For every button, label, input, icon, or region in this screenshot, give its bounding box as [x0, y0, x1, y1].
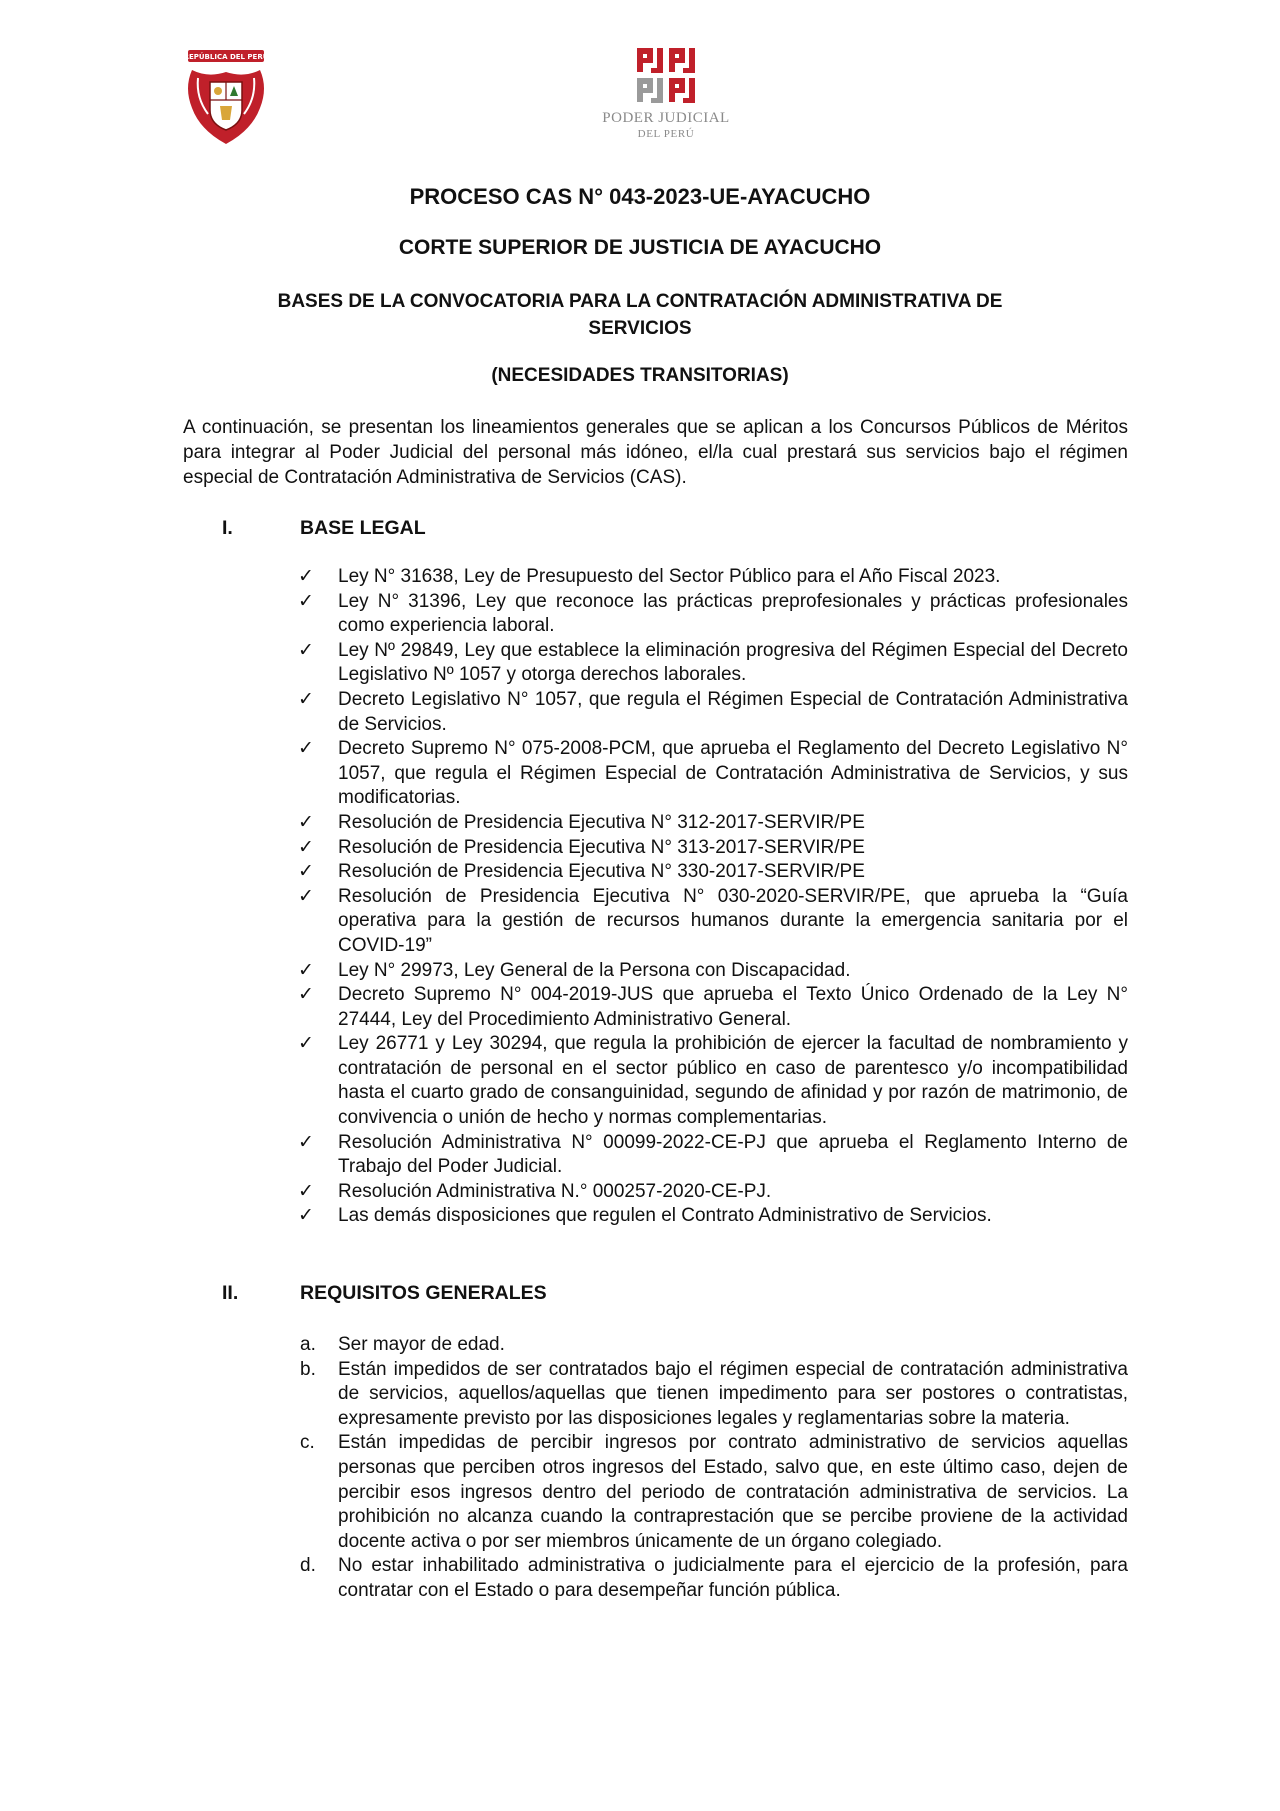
list-marker: a. — [300, 1334, 316, 1355]
list-item: ✓ Resolución de Presidencia Ejecutiva N° 030-2020-SERVIR/PE, que aprueba la “Guía operativa para la gestión de recursos humanos durante la emergencia sanitaria por el COVID-19” — [298, 885, 1128, 956]
checkmark-icon: ✓ — [298, 1205, 314, 1227]
list-item: ✓ Las demás disposiciones que regulen el Contrato Administrativo de Servicios. — [298, 1204, 1128, 1229]
peru-coat-of-arms-logo — [182, 48, 270, 148]
list-item: c. Están impedidas de percibir ingresos por contrato administrativo de servicios aquellas personas que perciben otros ingresos del Estado, salvo que, en este último caso, dejen de percibir esos ingresos dentro del periodo de contratación administrativa de servicios. La prohibición no alcanza cuando la contraprestación que se percibe proviene de la actividad docente activa o por ser miembros únicamente de un órgano colegiado. — [300, 1432, 1128, 1552]
section-title: BASE LEGAL — [300, 517, 426, 539]
list-item: ✓ Resolución Administrativa N.° 000257-2020-CE-PJ. — [298, 1180, 1128, 1205]
checkmark-icon: ✓ — [298, 984, 314, 1006]
list-item: ✓ Resolución de Presidencia Ejecutiva N° 312-2017-SERVIR/PE — [298, 811, 1128, 836]
requisitos-list — [298, 1333, 1128, 1604]
process-title: PROCESO CAS N° 043-2023-UE-AYACUCHO — [409, 184, 871, 209]
checkmark-icon: ✓ — [298, 885, 314, 907]
list-item: ✓ Resolución Administrativa N° 00099-2022-CE-PJ que aprueba el Reglamento Interno de Trabajo del Poder Judicial. — [298, 1131, 1128, 1178]
section-number: II. — [222, 1282, 239, 1304]
list-item: a. Ser mayor de edad. — [298, 1333, 1128, 1358]
checkmark-icon: ✓ — [298, 1180, 314, 1202]
pj-emblem-icon — [631, 46, 701, 106]
institution-subname: DEL PERÚ — [637, 128, 695, 140]
checkmark-icon: ✓ — [298, 639, 314, 661]
intro-paragraph: A continuación, se presentan los lineamientos generales que se aplican a los Concursos Públicos de Méritos para integrar al Poder Judicial del personal más idóneo, el/la cual prestará sus servicios bajo el régimen especial de Contratación Administrativa de Servicios (CAS). — [183, 417, 1128, 488]
list-item: ✓ Ley N° 31396, Ley que reconoce las prácticas preprofesionales y prácticas profesionales como experiencia laboral. — [298, 590, 1128, 637]
list-item: ✓ Ley N° 29973, Ley General de la Persona con Discapacidad. — [298, 959, 1128, 984]
checkmark-icon: ✓ — [298, 811, 314, 833]
svg-text:REPÚBLICA DEL PERÚ: REPÚBLICA DEL PERÚ — [183, 53, 269, 61]
list-marker: d. — [300, 1555, 316, 1577]
checkmark-icon: ✓ — [298, 590, 314, 612]
list-item: ✓ Resolución de Presidencia Ejecutiva N° 330-2017-SERVIR/PE — [298, 860, 1128, 885]
checkmark-icon: ✓ — [298, 1033, 314, 1055]
list-item: ✓ Decreto Supremo N° 075-2008-PCM, que aprueba el Reglamento del Decreto Legislativo N° 1057, que regula el Régimen Especial de Contratación Administrativa de Servicios, y sus modificatorias. — [298, 738, 1128, 809]
needs-title: (NECESIDADES TRANSITORIAS) — [491, 365, 789, 386]
section-title: REQUISITOS GENERALES — [300, 1282, 547, 1304]
section-number: I. — [222, 517, 233, 539]
section-heading-requisitos — [222, 1282, 547, 1305]
list-marker: c. — [300, 1432, 315, 1454]
list-item: ✓ Decreto Supremo N° 004-2019-JUS que aprueba el Texto Único Ordenado de la Ley N° 27444, Ley del Procedimiento Administrativo General. — [298, 984, 1128, 1030]
checkmark-icon: ✓ — [298, 566, 314, 587]
list-item: b. Están impedidos de ser contratados bajo el régimen especial de contratación administrativa de servicios, aquellos/aquellas que tienen impedimento para ser postores o contratistas, expresamente previsto por las disposiciones legales y reglamentarias sobre la materia. — [300, 1358, 1128, 1429]
list-item: ✓ Resolución de Presidencia Ejecutiva N° 313-2017-SERVIR/PE — [298, 836, 1128, 861]
poder-judicial-logo — [586, 46, 746, 156]
checkmark-icon: ✓ — [298, 959, 314, 981]
list-item: ✓ Ley 26771 y Ley 30294, que regula la prohibición de ejercer la facultad de nombramiento y contratación de personal en el sector público en caso de parentesco y/o incompatibilidad hasta el cuarto grado de consanguinidad, segundo de afinidad y por razón de matrimonio, de convivencia o unión de hecho y normas complementarias. — [298, 1033, 1128, 1129]
checkmark-icon: ✓ — [298, 836, 314, 858]
checkmark-icon: ✓ — [298, 688, 314, 710]
list-item: ✓ Decreto Legislativo N° 1057, que regula el Régimen Especial de Contratación Administrativa de Servicios. — [298, 688, 1128, 735]
institution-name: PODER JUDICIAL — [602, 110, 730, 126]
bases-title: BASES DE LA CONVOCATORIA PARA LA CONTRATACIÓN ADMINISTRATIVA DE SERVICIOS — [277, 291, 1003, 339]
section-heading-base-legal — [222, 517, 426, 540]
base-legal-list — [298, 565, 1128, 1229]
list-marker: b. — [300, 1358, 316, 1380]
checkmark-icon: ✓ — [298, 738, 314, 760]
checkmark-icon: ✓ — [298, 1131, 314, 1153]
checkmark-icon: ✓ — [298, 861, 314, 883]
list-item: ✓ Ley N° 31638, Ley de Presupuesto del Sector Público para el Año Fiscal 2023. — [298, 565, 1128, 590]
list-item: ✓ Ley Nº 29849, Ley que establece la eliminación progresiva del Régimen Especial del Decreto Legislativo Nº 1057 y otorga derechos laborales. — [298, 639, 1128, 686]
list-item: d. No estar inhabilitado administrativa o judicialmente para el ejercicio de la profesión, para contratar con el Estado o para desempeñar función pública. — [300, 1555, 1128, 1601]
court-title: CORTE SUPERIOR DE JUSTICIA DE AYACUCHO — [398, 236, 882, 259]
